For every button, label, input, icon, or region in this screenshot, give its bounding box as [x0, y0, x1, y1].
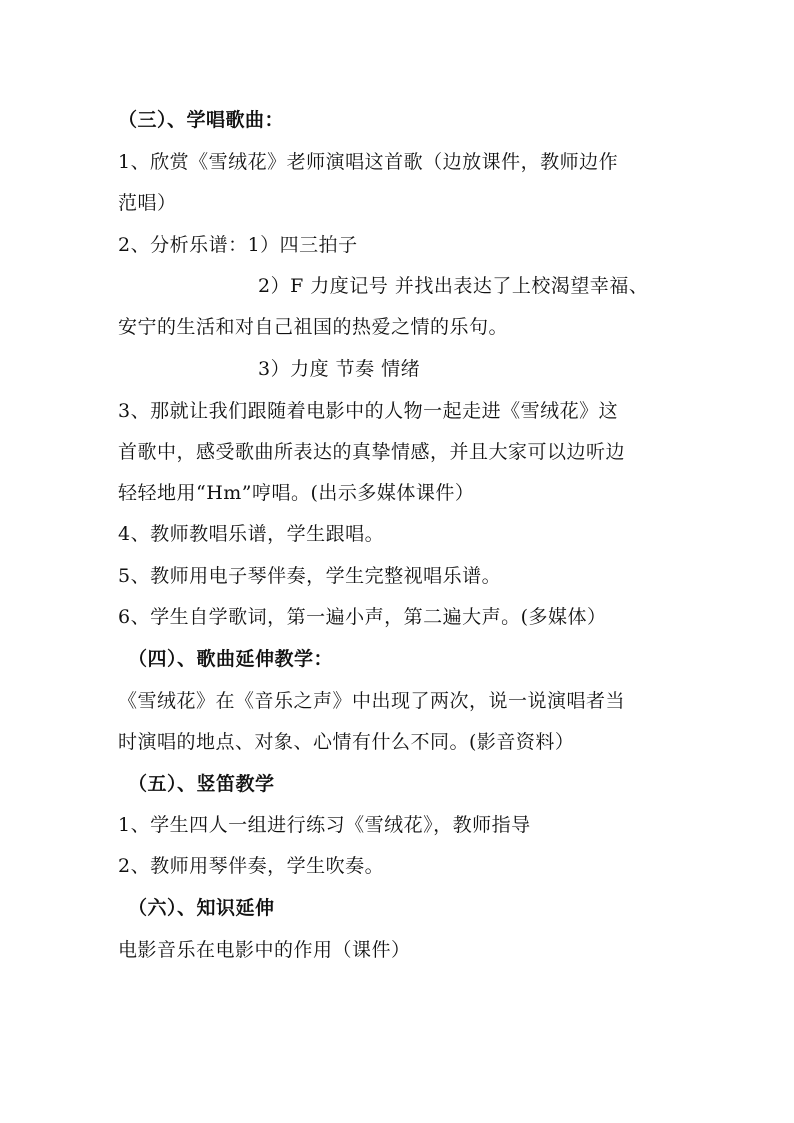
section-3-item-1-line-2: 范唱） — [118, 192, 177, 214]
section-3-item-2-sub-2-line-2: 安宁的生活和对自己祖国的热爱之情的乐句。 — [118, 316, 509, 338]
section-3-item-4: 4、教师教唱乐谱，学生跟唱。 — [118, 523, 385, 545]
section-5-heading: （五）、竖笛教学 — [128, 773, 275, 795]
section-4-heading: （四）、歌曲延伸教学： — [128, 648, 334, 670]
section-3-item-6: 6、学生自学歌词，第一遍小声，第二遍大声。(多媒体） — [118, 606, 607, 628]
section-4-para-line-2: 时演唱的地点、对象、心情有什么不同。(影音资料） — [118, 731, 575, 753]
section-6-para: 电影音乐在电影中的作用（课件） — [118, 939, 411, 961]
section-3-item-1-line-1: 1、欣赏《雪绒花》老师演唱这首歌（边放课件，教师边作 — [118, 151, 619, 173]
section-5-item-1: 1、学生四人一组进行练习《雪绒花》，教师指导 — [118, 814, 531, 836]
section-3-heading: （三）、学唱歌曲： — [118, 109, 285, 131]
section-4-para-line-1: 《雪绒花》在《音乐之声》中出现了两次，说一说演唱者当 — [118, 690, 626, 712]
section-3-item-2-line-1: 2、分析乐谱：1）四三拍子 — [118, 234, 358, 256]
section-3-item-3-line-1: 3、那就让我们跟随着电影中的人物一起走进《雪绒花》这 — [118, 400, 619, 422]
section-6-heading: （六）、知识延伸 — [128, 897, 275, 919]
section-3-item-3-line-2: 首歌中，感受歌曲所表达的真挚情感，并且大家可以边听边 — [118, 441, 626, 463]
section-3-item-2-sub-3: 3）力度 节奏 情绪 — [258, 358, 421, 380]
section-3-item-5: 5、教师用电子琴伴奏，学生完整视唱乐谱。 — [118, 565, 502, 587]
section-3-item-2-sub-2-line-1: 2）F 力度记号 并找出表达了上校渴望幸福、 — [258, 275, 649, 297]
section-5-item-2: 2、教师用琴伴奏，学生吹奏。 — [118, 855, 385, 877]
section-3-item-3-line-3: 轻轻地用“Hm”哼唱。(出示多媒体课件） — [118, 482, 475, 504]
